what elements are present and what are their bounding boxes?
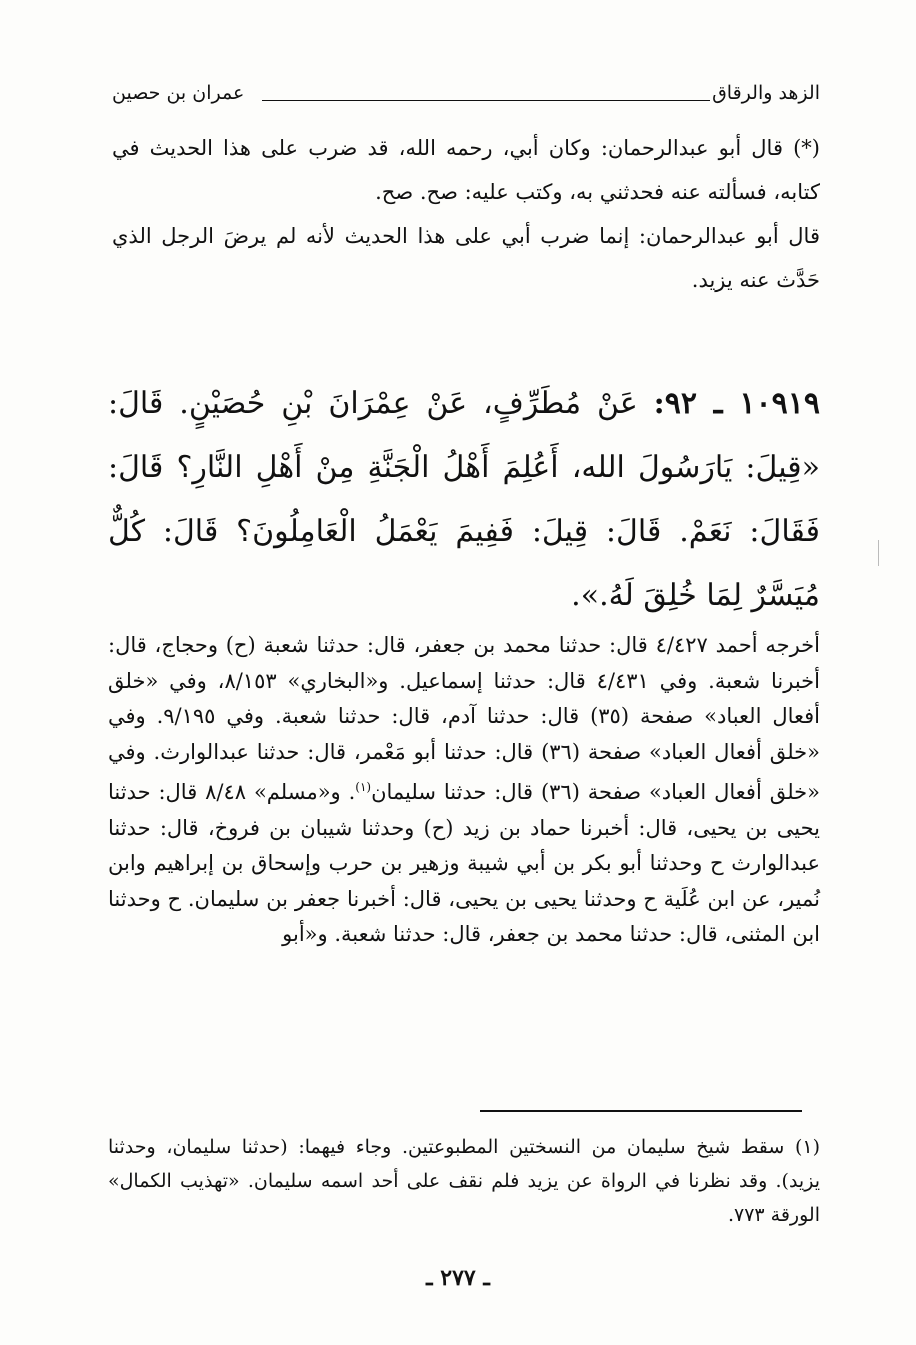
note-paragraph-2: قال أبو عبدالرحمان: إنما ضرب أبي على هذا الحديث لأنه لم يرضَ الرجل الذي حَدَّث عنه يزيد. <box>112 224 820 292</box>
footnote: (١) سقط شيخ سليمان من النسختين المطبوعتين. وجاء فيهما: (حدثنا سليمان، وحدثنا يزيد). وقد نظرنا في الرواة عن يزيد فلم نقف على أحد اسمه سليمان. «تهذيب الكمال» الورقة ٧٧٣. <box>108 1136 820 1226</box>
section-title: عمران بن حصين <box>112 82 245 104</box>
running-header <box>112 82 820 116</box>
hadith-text: عَنْ مُطَرِّفٍ، عَنْ عِمْرَانَ بْنِ حُصَيْنٍ. قَالَ: «قِيلَ: يَارَسُولَ الله، أَعُلِمَ أَهْلُ الْجَنَّةِ مِنْ أَهْلِ النَّارِ؟ قَالَ: فَقَالَ: نَعَمْ. قَالَ: قِيلَ: فَفِيمَ يَعْمَلُ الْعَامِلُونَ؟ قَالَ: كُلٌّ مُيَسَّرٌ لِمَا خُلِقَ لَهُ.». <box>108 386 820 613</box>
footnote-rule <box>480 1110 802 1112</box>
hadith-number: ١٠٩١٩ ـ ٩٢: <box>653 386 820 421</box>
editor-note <box>112 126 820 302</box>
book-title: الزهد والرقاق <box>712 82 820 104</box>
page-number: ـ ٢٧٧ ـ <box>426 1265 490 1291</box>
takhrij-text-part-1: أخرجه أحمد ٤/٤٢٧ قال: حدثنا محمد بن جعفر، قال: حدثنا شعبة (ح) وحجاج، قال: أخبرنا شعبة. وفي ٤/٤٣١ قال: حدثنا إسماعيل. و«البخاري» ٨/١٥٣، وفي «خلق أفعال العباد» صفحة (٣٥) قال: حدثنا آدم، قال: حدثنا شعبة. وفي ٩/١٩٥. وفي «خلق أفعال العباد» صفحة (٣٦) قال: حدثنا أبو مَعْمر، قال: حدثنا عبدالوارث. وفي «خلق أفعال العباد» صفحة (٣٦) قال: حدثنا سليمان <box>108 633 821 804</box>
header-rule <box>262 100 710 101</box>
margin-mark <box>878 540 879 566</box>
footnote-marker: (١) <box>355 780 372 794</box>
takhrij-block <box>108 628 820 953</box>
hadith-text-block <box>108 372 820 628</box>
takhrij-text-part-2: . و«مسلم» ٨/٤٨ قال: حدثنا يحيى بن يحيى، قال: أخبرنا حماد بن زيد (ح) وحدثنا شيبان بن فروخ، قال: حدثنا عبدالوارث ح وحدثنا أبو بكر بن أبي شيبة وزهير بن حرب وإسحاق بن إبراهيم وابن نُمير، عن ابن عُلَية ح وحدثنا يحيى بن يحيى، قال: أخبرنا جعفر بن سليمان. ح وحدثنا ابن المثنى، قال: حدثنا محمد بن جعفر، قال: حدثنا شعبة. و«أبو <box>108 780 820 946</box>
note-paragraph-1: (*) قال أبو عبدالرحمان: وكان أبي، رحمه الله، قد ضرب على هذا الحديث في كتابه، فسألته عنه فحدثني به، وكتب عليه: صح. صح. <box>112 136 820 204</box>
